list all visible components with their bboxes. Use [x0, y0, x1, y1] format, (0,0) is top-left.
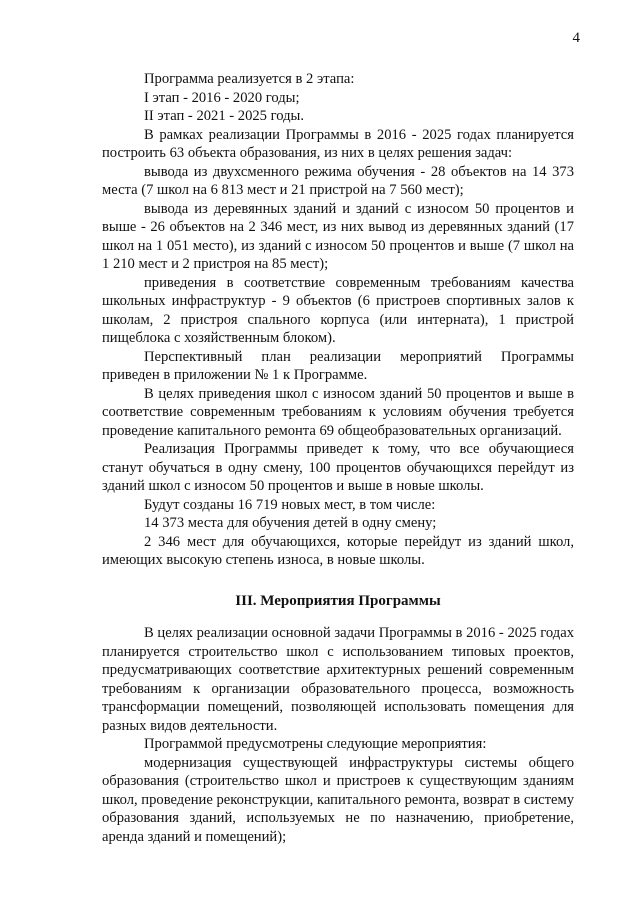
paragraph-stages-intro: Программа реализуется в 2 этапа: [144, 71, 355, 87]
document-body [102, 70, 574, 846]
paragraph-new-places: Будут созданы 16 719 новых мест, в том числе: [144, 496, 436, 513]
paragraph-results: Реализация Программы приведет к тому, что все обучающиеся станут обучаться в одну смену, 100 процентов обучающихся перейдут из зданий школ с износом 50 процентов и выше в новые школы. [102, 441, 574, 494]
paragraph-one-shift-places: 14 373 места для обучения детей в одну смену; [144, 515, 437, 531]
section-heading: III. Мероприятия Программы [235, 592, 441, 609]
paragraph-wooden-buildings: вывода из деревянных зданий и зданий с износом 50 процентов и выше - 26 объектов на 2 346 мест, из них вывод из деревянных зданий (17 школ на 1 051 место), из зданий с износом 50 процентов и выше (7 школ на 1 210 мест и 2 пристроя на 85 мест); [102, 200, 574, 272]
paragraph-perspective-plan: Перспективный план реализации мероприятий Программы приведен в приложении № 1 к Программе. [102, 348, 574, 383]
page-number: 4 [572, 30, 580, 46]
paragraph-stage-2: II этап - 2021 - 2025 годы. [144, 108, 304, 124]
paragraph-infrastructure-quality: приведения в соответствие современным требованиям качества школьных инфраструктур - 9 объектов (6 пристроев спортивных залов к школам, 2 пристроя спального корпуса (или интерната), 1 пристрой пищеблока с хозяйственным блоком). [102, 274, 574, 346]
paragraph-capital-repair: В целях приведения школ с износом зданий 50 процентов и выше в соответствие современным требованиям к условиям обучения требуется проведение капитального ремонта 69 общеобразовательных организаций. [102, 385, 574, 439]
paragraph-two-shift: вывода из двухсменного режима обучения - 28 объектов на 14 373 места (7 школ на 6 813 мест и 21 пристрой на 7 560 мест); [102, 163, 574, 198]
paragraph-modernization: модернизация существующей инфраструктуры системы общего образования (строительство школ и пристроев к существующим зданиям школ, проведение реконструкции, капитального ремонта, возврат в систему образования зданий, используемых не по назначению, приобретение, аренда зданий и помещений); [102, 754, 574, 845]
paragraph-construction-plan: В рамках реализации Программы в 2016 - 2025 годах планируется построить 63 объекта образования, из них в целях решения задач: [102, 126, 574, 161]
paragraph-main-task: В целях реализации основной задачи Программы в 2016 - 2025 годах планируется строительство школ с использованием типовых проектов, предусматривающих соответствие архитектурных решений современным требованиям к организации образовательного процесса, возможность трансформации помещений, позволяющей использовать помещения для разных видов деятельности. [102, 625, 574, 734]
paragraph-stage-1: I этап - 2016 - 2020 годы; [144, 89, 300, 106]
paragraph-worn-buildings-places: 2 346 мест для обучающихся, которые перейдут из зданий школ, имеющих высокую степень износа, в новые школы. [102, 533, 574, 568]
paragraph-measures-intro: Программой предусмотрены следующие мероприятия: [144, 736, 487, 752]
